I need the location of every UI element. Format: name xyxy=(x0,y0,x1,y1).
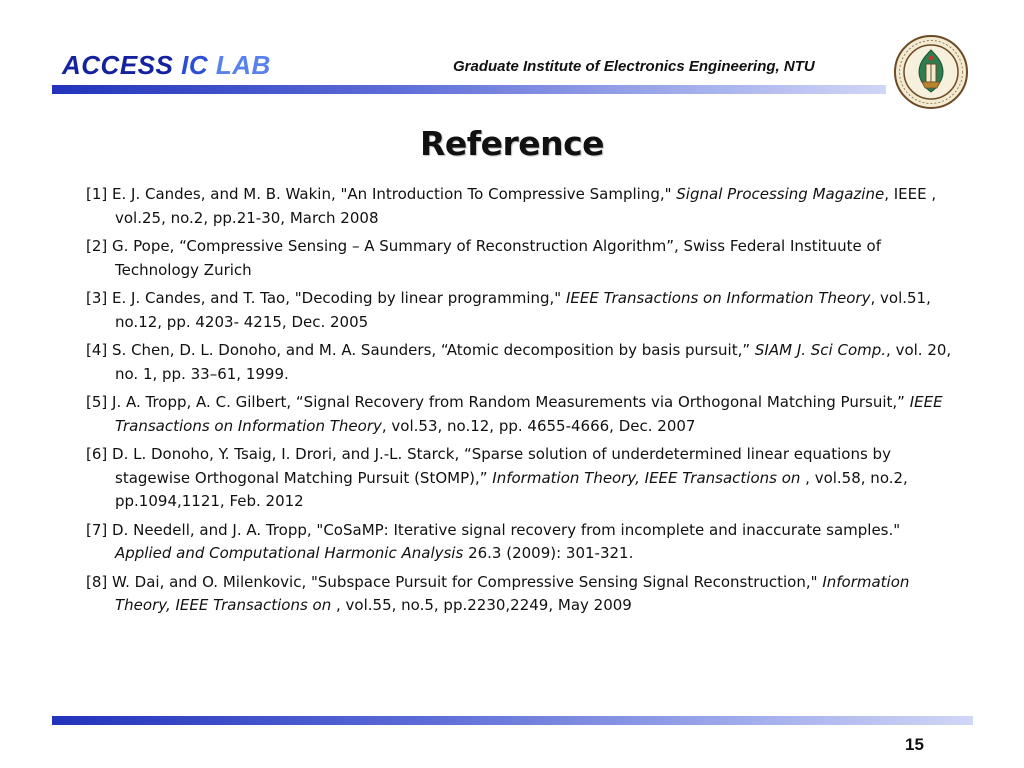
reference-text: [5] J. A. Tropp, A. C. Gilbert, “Signal Recovery from Random Measurements via Orthogonal Matching Pursuit,” xyxy=(86,393,910,411)
reference-text: [1] E. J. Candes, and M. B. Wakin, "An Introduction To Compressive Sampling," xyxy=(86,185,677,203)
reference-item-6 xyxy=(86,443,952,514)
institute-name: Graduate Institute of Electronics Engineering, NTU xyxy=(453,58,815,75)
university-seal-icon xyxy=(893,34,969,110)
lab-logo-text xyxy=(62,50,271,80)
reference-details: , IEEE , vol.25, no.2, pp.21-30, March 2008 xyxy=(115,185,937,227)
reference-text: [6] D. L. Donoho, Y. Tsaig, I. Drori, and J.-L. Starck, “Sparse solution of underdetermined linear equations by stagewise Orthogonal Matching Pursuit (StOMP),” xyxy=(86,445,891,487)
header-divider-bar xyxy=(52,85,886,94)
reference-venue: Information Theory, IEEE Transactions on xyxy=(115,572,910,614)
reference-venue: IEEE Transactions on Information Theory xyxy=(565,289,871,307)
reference-text: [3] E. J. Candes, and T. Tao, "Decoding by linear programming," xyxy=(86,289,566,307)
lab-name-part3: LAB xyxy=(215,50,271,80)
reference-venue: Information Theory, IEEE Transactions on xyxy=(492,468,801,487)
reference-item-3 xyxy=(86,287,952,334)
reference-details: , vol.58, no.2, pp.1094,1121, Feb. 2012 xyxy=(115,468,908,510)
reference-list xyxy=(86,183,952,623)
reference-venue: Signal Processing Magazine xyxy=(676,185,885,203)
reference-item-4 xyxy=(86,339,952,386)
page-title: Reference xyxy=(419,124,605,163)
lab-name-part2: IC xyxy=(181,50,209,80)
page-number: 15 xyxy=(905,735,924,754)
reference-text: [4] S. Chen, D. L. Donoho, and M. A. Saunders, “Atomic decomposition by basis pursuit,” xyxy=(86,341,755,359)
reference-item-2 xyxy=(86,235,952,282)
reference-text: [7] D. Needell, and J. A. Tropp, "CoSaMP: Iterative signal recovery from incomplete and inaccurate samples." xyxy=(86,520,901,539)
reference-item-5 xyxy=(86,391,952,438)
reference-text: [2] G. Pope, “Compressive Sensing – A Summary of Reconstruction Algorithm”, Swiss Federal Instituute of Technology Zurich xyxy=(86,237,881,279)
reference-venue: SIAM J. Sci Comp. xyxy=(754,341,887,359)
lab-name-part1: ACCESS xyxy=(62,50,174,80)
reference-details: , vol.55, no.5, pp.2230,2249, May 2009 xyxy=(331,596,632,614)
reference-item-8 xyxy=(86,571,952,618)
reference-text: [8] W. Dai, and O. Milenkovic, "Subspace Pursuit for Compressive Sensing Signal Reconstruction," xyxy=(86,572,823,591)
reference-details: , vol.51, no.12, pp. 4203- 4215, Dec. 2005 xyxy=(115,289,931,331)
reference-details: , vol. 20, no. 1, pp. 33–61, 1999. xyxy=(115,341,952,383)
reference-item-1 xyxy=(86,183,952,230)
reference-details: 26.3 (2009): 301-321. xyxy=(463,544,634,562)
reference-venue: IEEE Transactions on Information Theory xyxy=(115,393,943,435)
reference-venue: Applied and Computational Harmonic Analysis xyxy=(115,544,464,562)
reference-details: , vol.53, no.12, pp. 4655-4666, Dec. 2007 xyxy=(381,416,696,435)
footer-divider-bar xyxy=(52,716,973,725)
reference-item-7 xyxy=(86,519,952,566)
